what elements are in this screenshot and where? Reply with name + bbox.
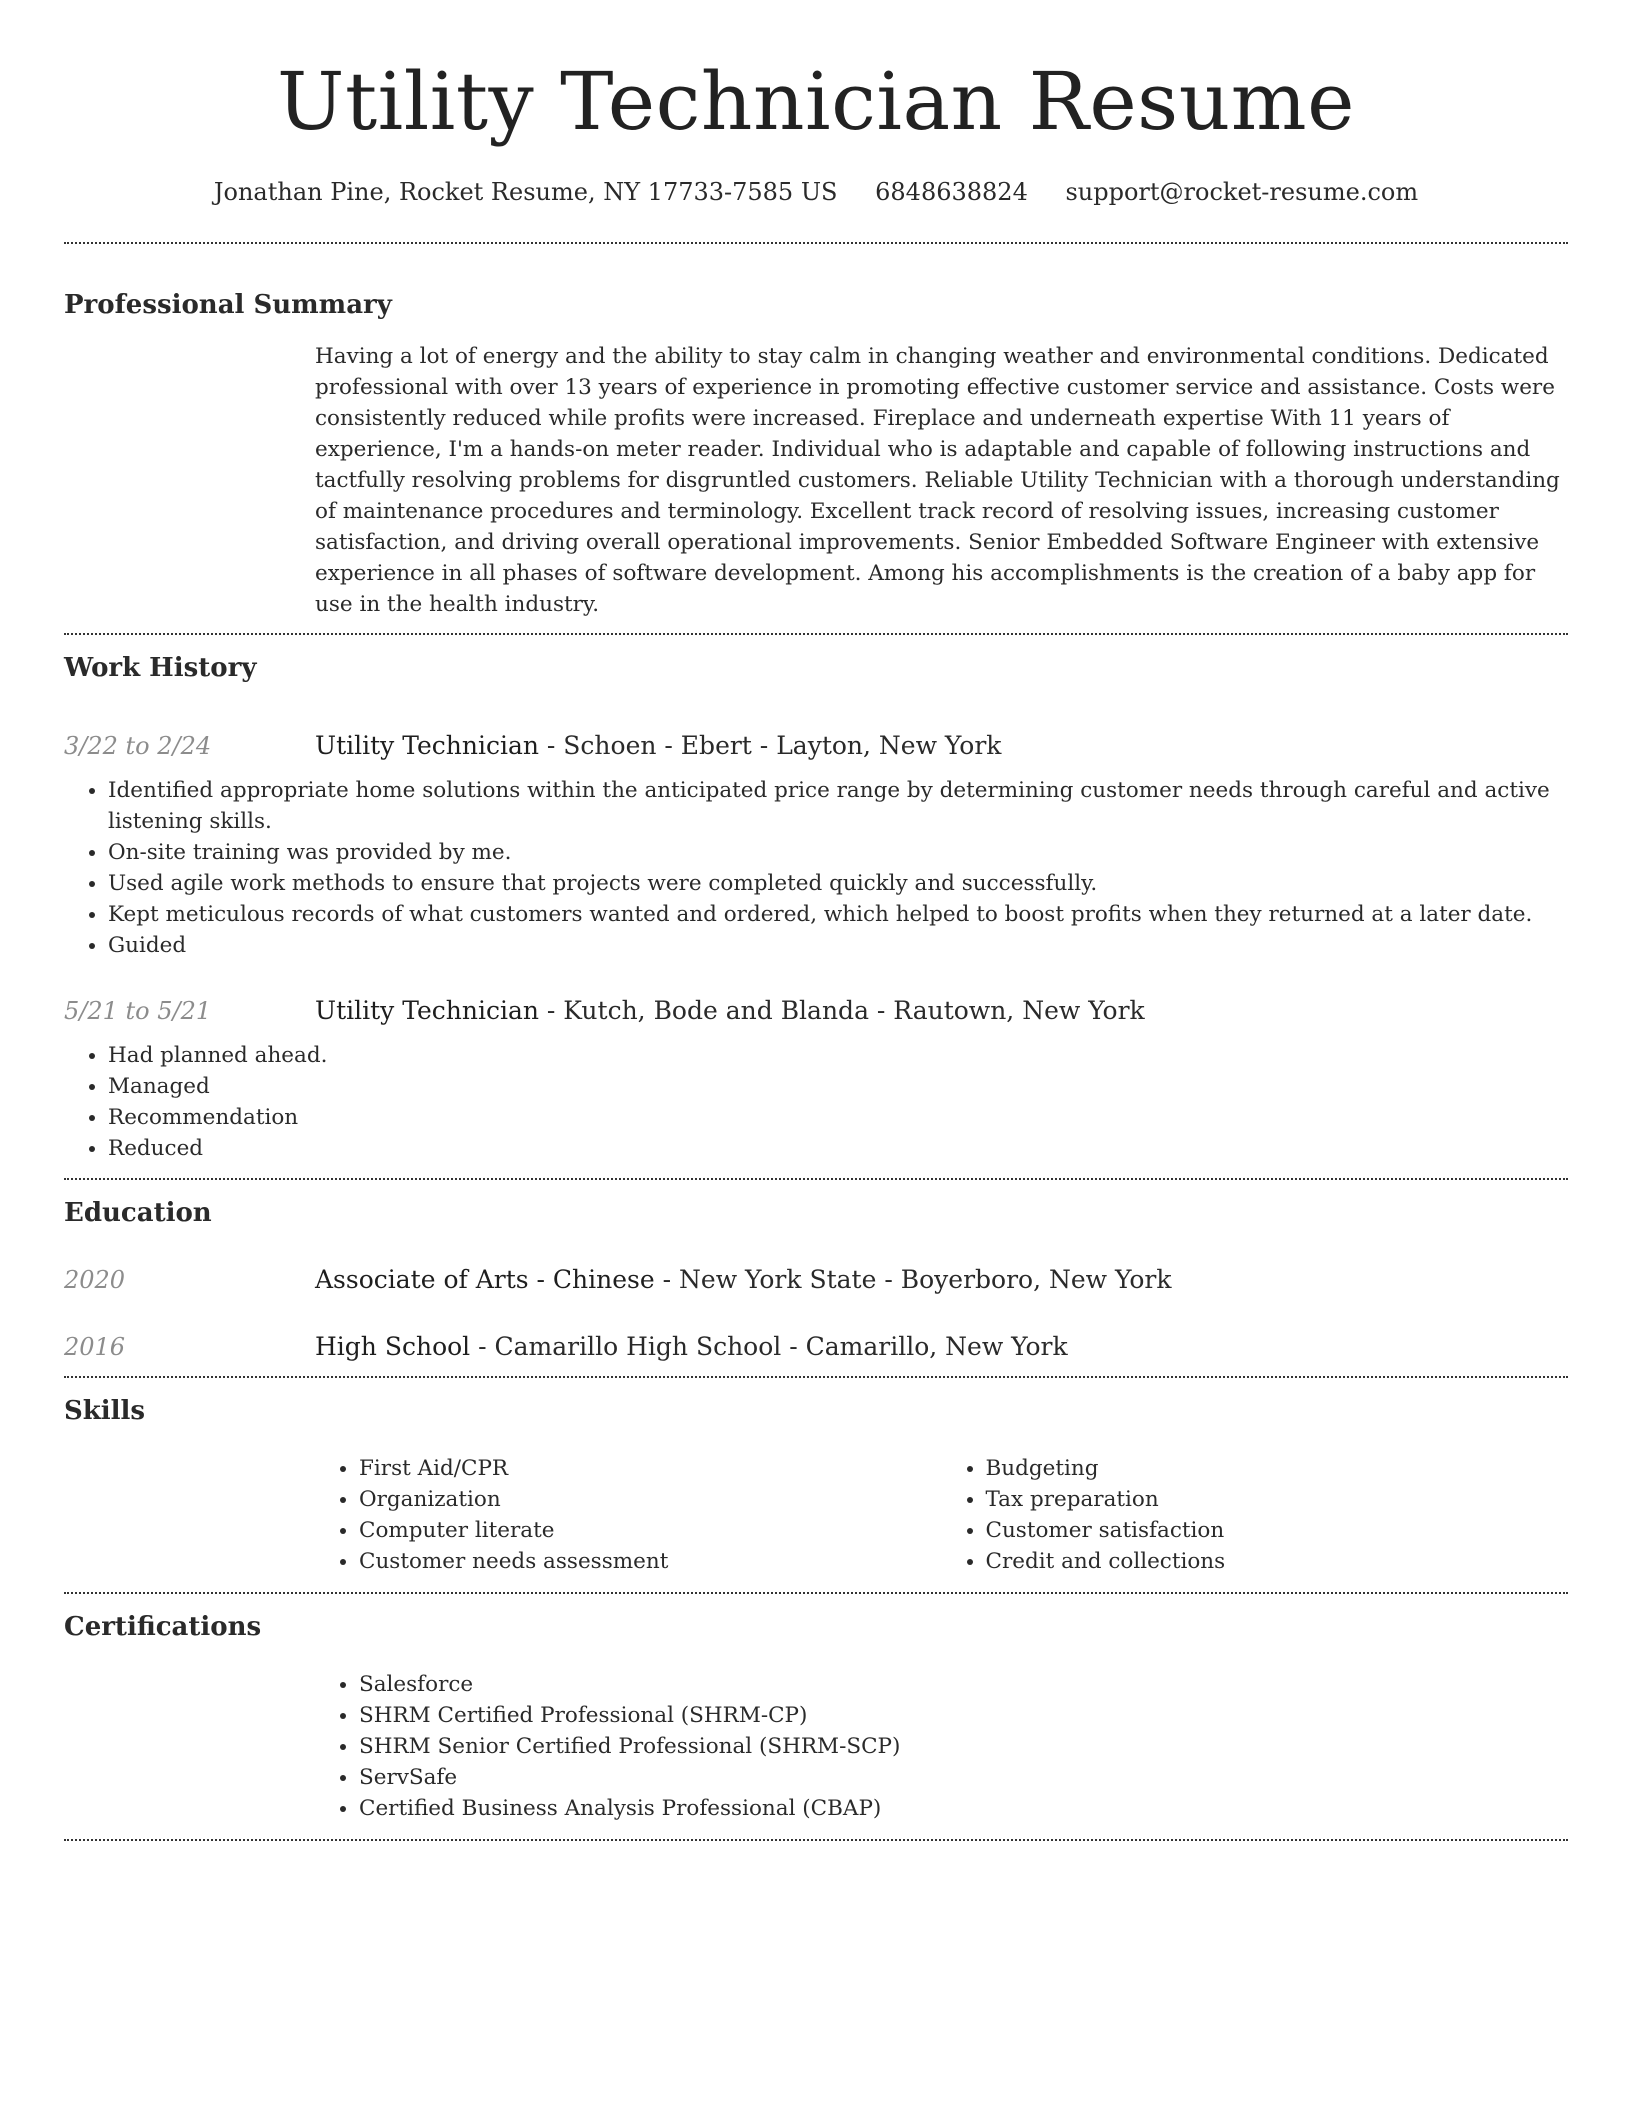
summary-text: Having a lot of energy and the ability to stay calm in changing weather and environmental conditions. Dedicated professional with over 13 years of experience in promoting effective customer service and assistance. Costs were consistently reduced while profits were increased. Fireplace and underneath expertise With 11 years of experience, I'm a hands-on meter reader. Individual who is adaptable and capable of following instructions and tactfully resolving problems for disgruntled customers. Reliable Utility Technician with a thorough understanding of maintenance procedures and terminology. Excellent track record of resolving issues, increasing customer satisfaction, and driving overall operational improvements. Senior Embedded Software Engineer with extensive experience in all phases of software development. Among his accomplishments is the creation of a baby app for use in the health industry. — [315, 344, 1560, 617]
section-title-work-history: Work History — [64, 653, 257, 683]
list-item: • Tax preparation — [986, 1484, 1569, 1515]
list-item: • Computer literate — [359, 1515, 942, 1546]
list-item: • Identified appropriate home solutions within the anticipated price range by determining customer needs through careful and active listening skills. — [108, 775, 1568, 837]
contact-line — [64, 176, 1568, 208]
section-divider — [64, 1592, 1568, 1594]
list-item: • Used agile work methods to ensure that projects were completed quickly and successfully. — [108, 868, 1568, 899]
list-item: • SHRM Certified Professional (SHRM-CP) — [359, 1700, 1568, 1731]
contact-phone: 6848638824 — [875, 178, 1028, 206]
section-title-skills: Skills — [64, 1396, 146, 1426]
list-item: • On-site training was provided by me. — [108, 837, 1568, 868]
list-item: • Certified Business Analysis Professional (CBAP) — [359, 1793, 1568, 1824]
list-item: • SHRM Senior Certified Professional (SHRM-SCP) — [359, 1731, 1568, 1762]
job-entry — [64, 994, 1568, 1028]
list-item: • Kept meticulous records of what customers wanted and ordered, which helped to boost profits when they returned at a later date. — [108, 899, 1568, 930]
education-date: 2020 — [64, 1266, 126, 1294]
list-item: • Had planned ahead. — [108, 1040, 1568, 1071]
section-divider — [64, 1839, 1568, 1841]
education-entry — [64, 1330, 1568, 1364]
education-school-location: - New York State - Boyerboro, New York — [654, 1265, 1172, 1294]
education-degree: High School — [315, 1332, 471, 1361]
section-title-certifications: Certifications — [64, 1612, 262, 1642]
skills-columns — [315, 1453, 1568, 1577]
list-item: • First Aid/CPR — [359, 1453, 942, 1484]
education-entry — [64, 1263, 1568, 1297]
job-company-location: - Schoen - Ebert - Layton, New York — [538, 731, 1002, 760]
list-item: • Organization — [359, 1484, 942, 1515]
education-date: 2016 — [64, 1333, 126, 1361]
job-position: Utility Technician — [315, 996, 539, 1025]
job-position: Utility Technician — [315, 731, 539, 760]
list-item: • ServSafe — [359, 1762, 1568, 1793]
contact-email: support@rocket-resume.com — [1065, 178, 1419, 206]
list-item: • Reduced — [108, 1133, 1568, 1164]
section-divider — [64, 1178, 1568, 1180]
skills-list-right — [942, 1453, 1569, 1577]
section-title-education: Education — [64, 1198, 212, 1228]
list-item: • Customer needs assessment — [359, 1546, 942, 1577]
contact-address: Jonathan Pine, Rocket Resume, NY 17733-7585 US — [213, 178, 838, 206]
job-title — [315, 994, 1145, 1028]
job-date: 5/21 to 5/21 — [64, 997, 212, 1025]
skills-list-left — [315, 1453, 942, 1577]
list-item: • Salesforce — [359, 1669, 1568, 1700]
list-item: • Managed — [108, 1071, 1568, 1102]
education-school-location: - Camarillo High School - Camarillo, New York — [470, 1332, 1068, 1361]
education-degree: Associate of Arts - Chinese — [315, 1265, 655, 1294]
job-title — [315, 729, 1001, 763]
certifications-list — [315, 1669, 1568, 1824]
list-item: • Budgeting — [986, 1453, 1569, 1484]
resume-title: Utility Technician Resume — [277, 55, 1355, 148]
section-divider — [64, 242, 1568, 244]
section-divider — [64, 633, 1568, 635]
job-bullets — [64, 775, 1568, 961]
list-item: • Recommendation — [108, 1102, 1568, 1133]
job-date: 3/22 to 2/24 — [64, 732, 212, 760]
education-title — [315, 1263, 1171, 1297]
job-entry — [64, 729, 1568, 763]
list-item: • Customer satisfaction — [986, 1515, 1569, 1546]
list-item: • Guided — [108, 930, 1568, 961]
list-item: • Credit and collections — [986, 1546, 1569, 1577]
section-divider — [64, 1376, 1568, 1378]
job-bullets — [64, 1040, 1568, 1164]
job-company-location: - Kutch, Bode and Blanda - Rautown, New York — [538, 996, 1145, 1025]
section-title-summary: Professional Summary — [64, 290, 392, 320]
education-title — [315, 1330, 1068, 1364]
